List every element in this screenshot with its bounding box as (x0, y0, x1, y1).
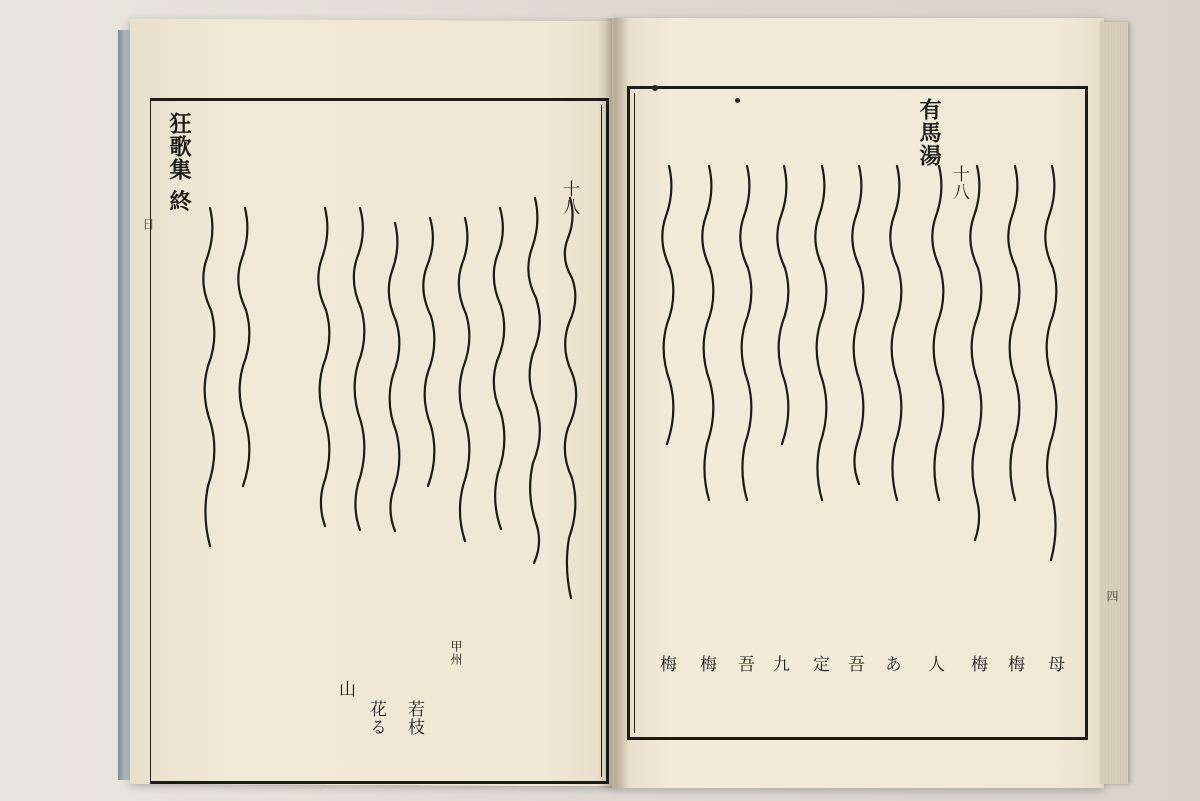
right-poem-number: 十八 (949, 165, 969, 201)
right-poet-name-10: 梅 (696, 655, 716, 673)
left-poet-name-1: 若枝 (404, 700, 424, 736)
left-page-calligraphy (150, 98, 605, 778)
right-poet-name-5: あ (881, 655, 901, 673)
ink-spot (652, 85, 658, 91)
poet-label: 甲州 (449, 640, 463, 666)
right-poet-name-2: 梅 (1004, 655, 1024, 673)
right-poet-name-4: 人 (924, 655, 944, 673)
right-poet-name-9: 吾 (734, 655, 754, 673)
left-poet-name-2: 花る (366, 700, 386, 736)
left-poet-name-3: 山 (335, 680, 355, 698)
left-margin-folio: 日 (141, 218, 155, 230)
right-poet-name-6: 吾 (844, 655, 864, 673)
right-poet-name-7: 定 (809, 655, 829, 673)
book-fore-edge (1100, 22, 1128, 784)
ink-spot (735, 98, 740, 103)
colophon-title: 狂歌集 終 (166, 112, 192, 213)
right-poet-name-3: 梅 (967, 655, 987, 673)
right-poet-name-8: 九 (769, 655, 789, 673)
left-poem-number: 十八 (559, 180, 579, 216)
right-page-calligraphy (627, 86, 1082, 734)
right-margin-folio: 四 (1105, 590, 1119, 602)
right-poet-name-1: 母 (1044, 655, 1064, 673)
section-heading: 有馬湯 (916, 98, 942, 167)
right-poet-name-11: 梅 (656, 655, 676, 673)
